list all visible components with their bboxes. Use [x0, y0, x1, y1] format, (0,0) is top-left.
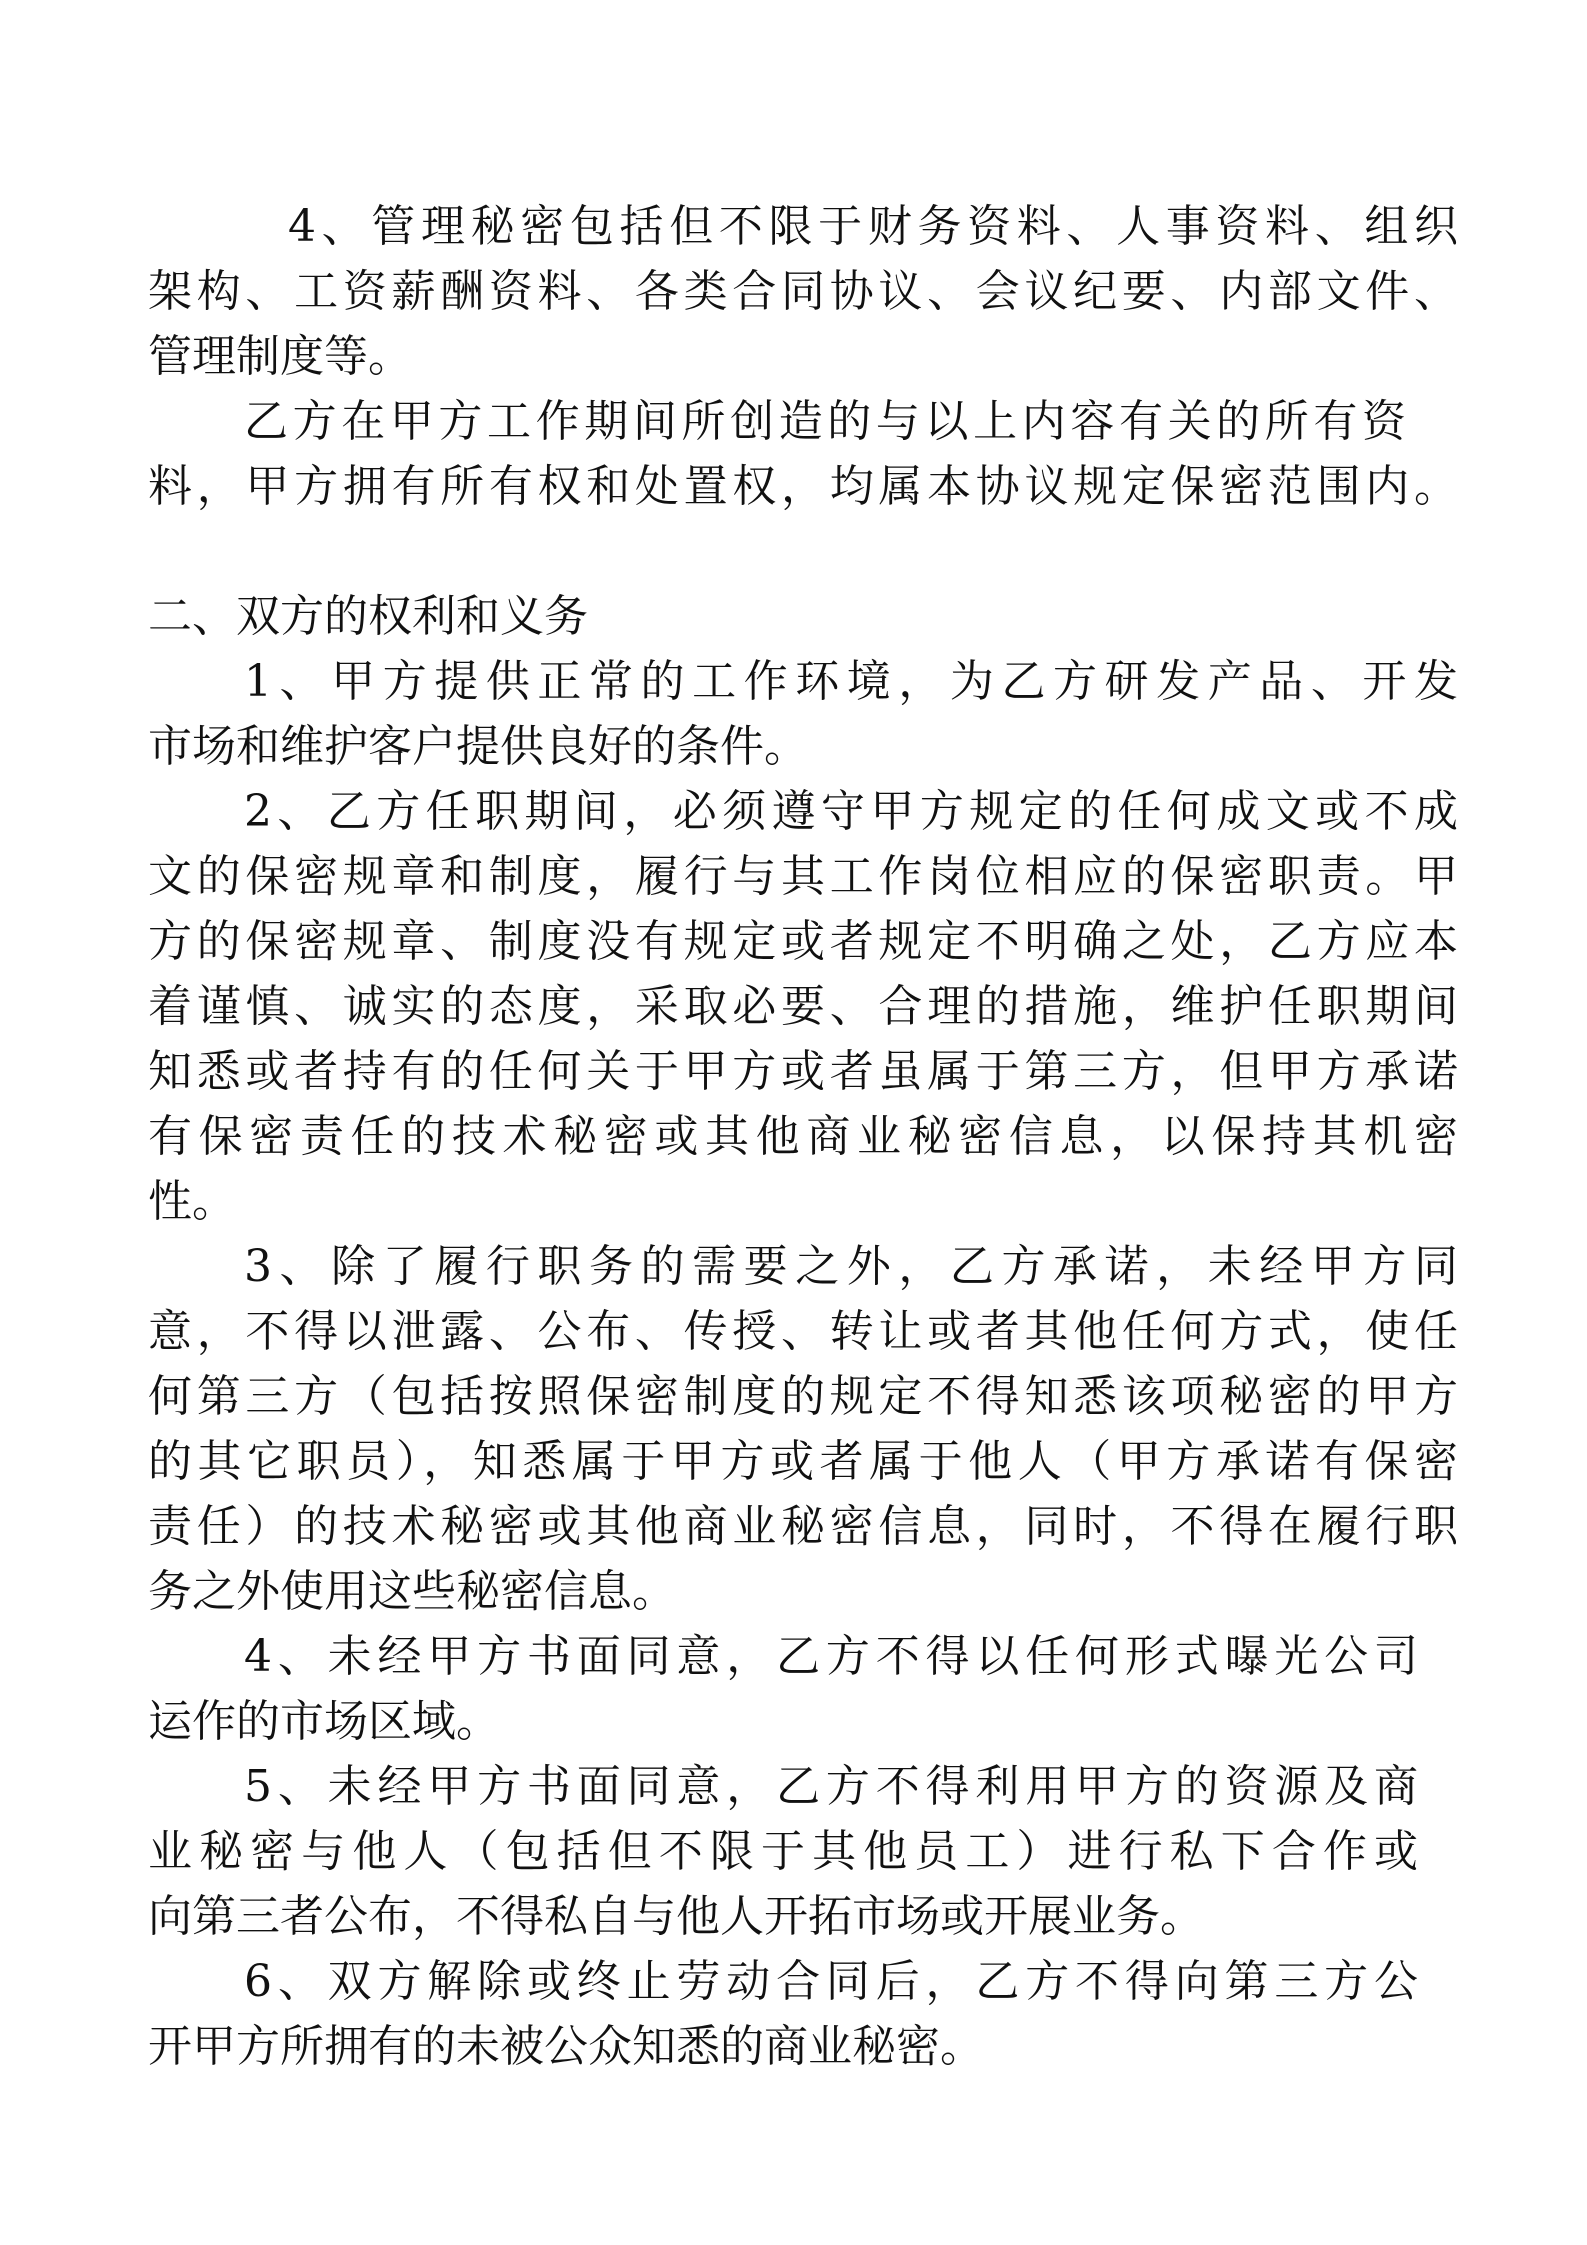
text-line: 意，不得以泄露、公布、传授、转让或者其他任何方式，使任	[148, 1306, 1458, 1357]
paragraph-management-secrets	[148, 194, 1458, 389]
text-line: 务之外使用这些秘密信息。	[148, 1566, 676, 1617]
text-line: 性。	[148, 1176, 236, 1227]
text-line: 责任）的技术秘密或其他商业秘密信息，同时，不得在履行职	[148, 1501, 1458, 1552]
section-heading	[148, 584, 1458, 649]
text-line: 方的保密规章、制度没有规定或者规定不明确之处，乙方应本	[148, 916, 1458, 967]
text-line: 4、管理秘密包括但不限于财务资料、人事资料、组织	[288, 201, 1458, 252]
text-line: 料，甲方拥有所有权和处置权，均属本协议规定保密范围内。	[148, 461, 1458, 512]
text-line: 运作的市场区域。	[148, 1696, 500, 1747]
paragraph-clause-4	[148, 1624, 1458, 1754]
text-line: 何第三方（包括按照保密制度的规定不得知悉该项秘密的甲方	[148, 1371, 1458, 1422]
text-line: 业秘密与他人（包括但不限于其他员工）进行私下合作或	[148, 1826, 1418, 1877]
paragraph-clause-5	[148, 1754, 1458, 1949]
text-line: 6、双方解除或终止劳动合同后，乙方不得向第三方公	[244, 1956, 1418, 2007]
text-line: 2、乙方任职期间，必须遵守甲方规定的任何成文或不成	[244, 786, 1458, 837]
text-line: 1、甲方提供正常的工作环境，为乙方研发产品、开发	[244, 656, 1458, 707]
text-line: 文的保密规章和制度，履行与其工作岗位相应的保密职责。甲	[148, 851, 1458, 902]
text-line: 3、除了履行职务的需要之外，乙方承诺，未经甲方同	[244, 1241, 1458, 1292]
text-line: 市场和维护客户提供良好的条件。	[148, 721, 808, 772]
paragraph-clause-3	[148, 1234, 1458, 1624]
paragraph-ownership	[148, 389, 1458, 519]
text-line: 有保密责任的技术秘密或其他商业秘密信息，以保持其机密	[148, 1111, 1458, 1162]
paragraph-clause-6	[148, 1949, 1458, 2079]
text-line: 着谨慎、诚实的态度，采取必要、合理的措施，维护任职期间	[148, 981, 1458, 1032]
text-line: 的其它职员），知悉属于甲方或者属于他人（甲方承诺有保密	[148, 1436, 1458, 1487]
text-line: 管理制度等。	[148, 331, 412, 382]
text-line: 乙方在甲方工作期间所创造的与以上内容有关的所有资	[244, 396, 1406, 447]
text-line: 5、未经甲方书面同意，乙方不得利用甲方的资源及商	[244, 1761, 1418, 1812]
text-line: 知悉或者持有的任何关于甲方或者虽属于第三方，但甲方承诺	[148, 1046, 1458, 1097]
text-line: 向第三者公布，不得私自与他人开拓市场或开展业务。	[148, 1891, 1204, 1942]
text-line: 4、未经甲方书面同意，乙方不得以任何形式曝光公司	[244, 1631, 1418, 1682]
paragraph-clause-1	[148, 649, 1458, 779]
text-line: 架构、工资薪酬资料、各类合同协议、会议纪要、内部文件、	[148, 266, 1458, 317]
text-line: 开甲方所拥有的未被公众知悉的商业秘密。	[148, 2021, 984, 2072]
paragraph-clause-2	[148, 779, 1458, 1234]
section-title: 二、双方的权利和义务	[148, 591, 588, 642]
